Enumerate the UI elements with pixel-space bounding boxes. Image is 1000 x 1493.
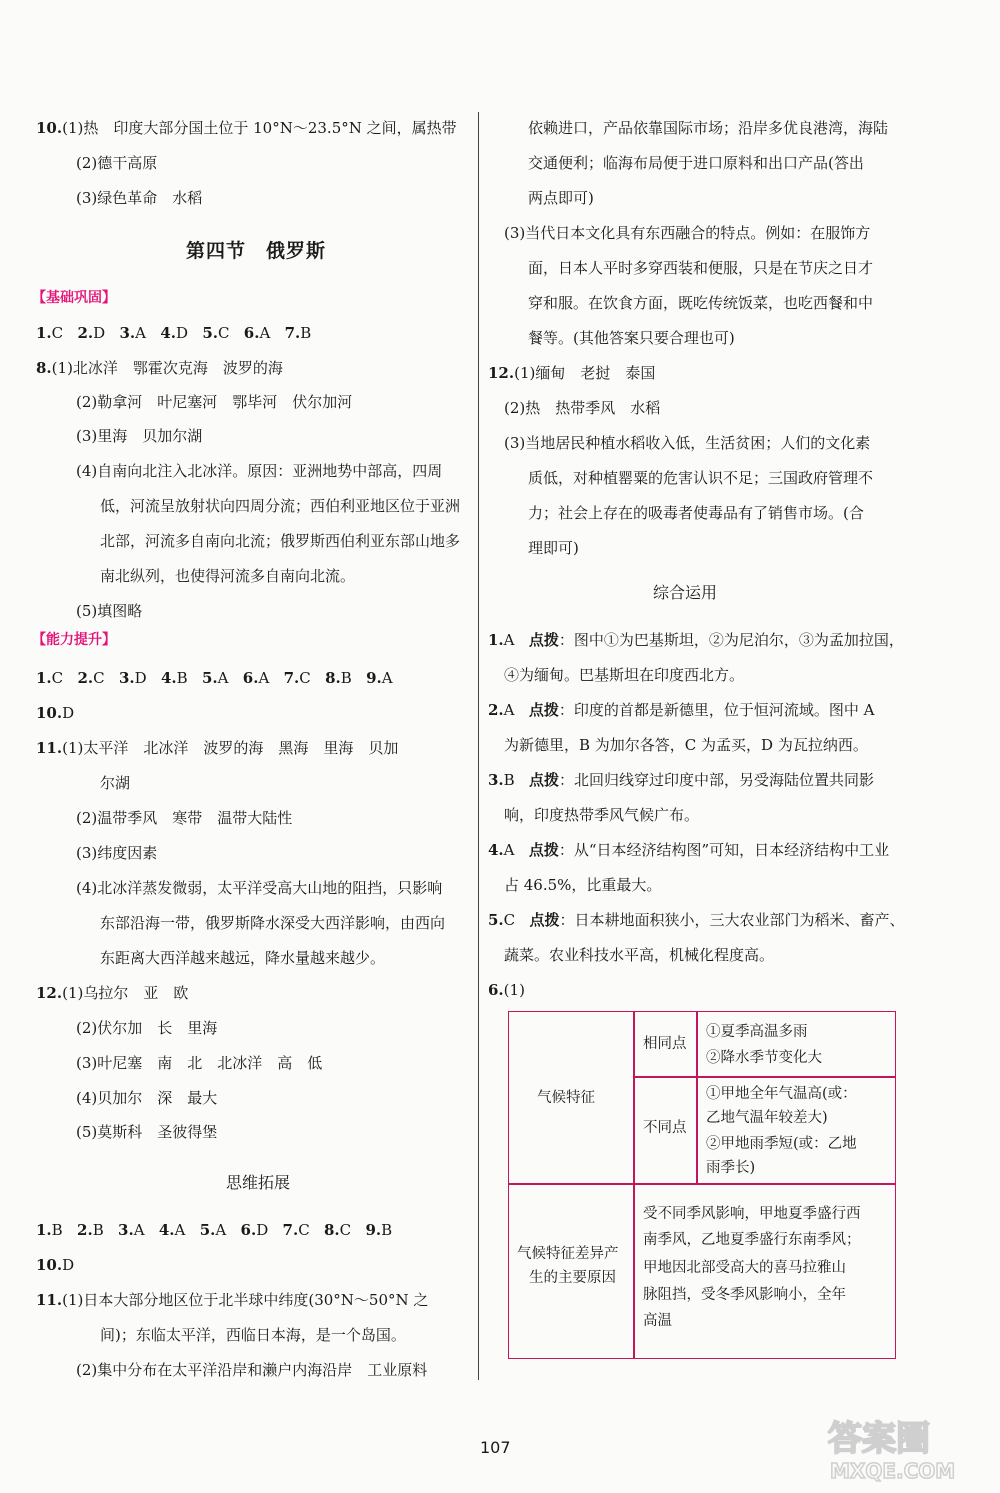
q12-line2: (2)伏尔加 长 里海 <box>76 1019 218 1037</box>
answer-item: 9.B <box>365 1221 393 1239</box>
cont-line1: 依赖进口，产品依靠国际市场；沿岸多优良港湾，海陆 <box>528 119 889 137</box>
t11-line1a: 11.(1)日本大部分地区位于北半球中纬度(30°N～50°N 之 <box>36 1291 429 1309</box>
comp-2a: 2.A 点拨：印度的首都是新德里，位于恒河流域。图中 A <box>488 701 875 719</box>
q8-line4a: (4)自南向北注入北冰洋。原因：亚洲地势中部高，四周 <box>76 462 443 480</box>
watermark-logo-icon <box>818 1410 993 1485</box>
q12-line4: (4)贝加尔 深 最大 <box>76 1089 218 1107</box>
section-title: 第四节 俄罗斯 <box>186 240 327 262</box>
answer-item: 3.A <box>118 1221 145 1239</box>
answer-item: 6.A <box>243 324 271 342</box>
answer-item: 2.B <box>77 1221 104 1239</box>
q11-line4a: (4)北冰洋蒸发微弱，太平洋受高大山地的阻挡，只影响 <box>76 879 443 897</box>
climate-feature-label: 气候特征 <box>537 1090 595 1106</box>
comp-3b: 响，印度热带季风气候广布。 <box>504 806 700 824</box>
same-label: 相同点 <box>643 1036 687 1052</box>
answer-item: 6.A <box>242 669 270 687</box>
answer-item: 4.A <box>158 1221 186 1239</box>
cont-line2: 交通便利；临海布局便于进口原料和出口产品(答出 <box>528 154 864 172</box>
climate-table <box>508 1011 896 1359</box>
svg-text:答案圈: 答案圈 <box>828 1419 930 1459</box>
reason-4: 脉阻挡，受冬季风影响小，全年 <box>643 1287 846 1303</box>
answer-item: 8.B <box>325 669 352 687</box>
comprehensive-title: 综合运用 <box>653 583 718 602</box>
same-1: ①夏季高温多雨 <box>706 1024 808 1040</box>
comp-2b: 为新德里，B 为加尔各答，C 为孟买，D 为瓦拉纳西。 <box>504 736 868 754</box>
comp-5b: 蔬菜。农业科技水平高，机械化程度高。 <box>504 946 775 964</box>
r-q12-line3a: (3)当地居民种植水稻收入低，生活贫困；人们的文化素 <box>504 434 871 452</box>
diff-2a: ②甲地雨季短(或：乙地 <box>706 1136 857 1152</box>
comp-1b: ④为缅甸。巴基斯坦在印度西北方。 <box>504 666 745 684</box>
answer-item: 1.C <box>36 324 64 342</box>
answer-item: 5.A <box>201 669 229 687</box>
r-q12-line3b: 质低，对种植罂粟的危害认识不足；三国政府管理不 <box>528 469 874 487</box>
q6-header: 6.(1) <box>488 981 525 999</box>
answer-item: 7.B <box>284 324 312 342</box>
r-q12-line3d: 理即可) <box>528 539 579 557</box>
basic-label: 【基础巩固】 <box>32 290 116 306</box>
diff-2b: 雨季长) <box>706 1160 756 1176</box>
cont-line6: 穿和服。在饮食方面，既吃传统饭菜，也吃西餐和中 <box>528 294 874 312</box>
ability-answers <box>36 668 393 690</box>
q10-line1: 10.(1)热 印度大部分国土位于 10°N～23.5°N 之间，属热带 <box>36 119 457 137</box>
r-q12-line1: 12.(1)缅甸 老挝 泰国 <box>488 364 656 382</box>
cont-line5: 面，日本人平时多穿西装和便服，只是在节庆之日才 <box>528 259 874 277</box>
comp-5a: 5.C 点拨：日本耕地面积狭小，三大农业部门为稻米、畜产、 <box>488 911 905 929</box>
diff-label: 不同点 <box>643 1120 687 1136</box>
q8-line4b: 低，河流呈放射状向四周分流；西伯利亚地区位于亚洲 <box>100 497 461 515</box>
answer-item: 7.C <box>283 669 311 687</box>
cont-line4: (3)当代日本文化具有东西融合的特点。例如：在服饰方 <box>504 224 871 242</box>
comp-1a: 1.A 点拨：图中①为巴基斯坦，②为尼泊尔，③为孟加拉国， <box>488 631 904 649</box>
answer-item: 1.C <box>36 669 64 687</box>
answer-item: 2.C <box>77 669 105 687</box>
t11-line2: (2)集中分布在太平洋沿岸和濑户内海沿岸 工业原料 <box>76 1361 428 1379</box>
reason-label-b: 生的主要原因 <box>529 1270 616 1286</box>
q12-line1: 12.(1)乌拉尔 亚 欧 <box>36 984 189 1002</box>
r-q12-line3c: 力；社会上存在的吸毒者使毒品有了销售市场。(合 <box>528 504 864 522</box>
q11-line4b: 东部沿海一带，俄罗斯降水深受大西洋影响，由西向 <box>100 914 446 932</box>
q12-line3: (3)叶尼塞 南 北 北冰洋 高 低 <box>76 1054 323 1072</box>
q11-line3: (3)纬度因素 <box>76 844 158 862</box>
answer-item: 3.A <box>119 324 146 342</box>
answer-item: 7.C <box>282 1221 310 1239</box>
answer-item: 5.C <box>202 324 230 342</box>
thinking-answers <box>36 1220 392 1242</box>
comp-4b: 占 46.5%，比重最大。 <box>504 876 662 894</box>
answer-item: 4.B <box>160 669 188 687</box>
t11-line1b: 间)；东临太平洋，西临日本海，是一个岛国。 <box>100 1326 406 1344</box>
page-number: 107 <box>480 1438 511 1457</box>
cont-line7: 餐等。(其他答案只要合理也可) <box>528 329 735 347</box>
q11-line1b: 尔湖 <box>100 774 131 792</box>
answer-item: 6.D <box>240 1221 269 1239</box>
reason-5: 高温 <box>643 1313 672 1329</box>
q11-line2: (2)温带季风 寒带 温带大陆性 <box>76 809 293 827</box>
q12-line5: (5)莫斯科 圣彼得堡 <box>76 1123 218 1141</box>
answer-item: 4.D <box>160 324 189 342</box>
answer-item: 2.D <box>77 324 106 342</box>
q10-line2: (2)德干高原 <box>76 154 158 172</box>
r-q12-line2: (2)热 热带季风 水稻 <box>504 399 661 417</box>
q8-line4c: 北部，河流多自南向北流；俄罗斯西伯利亚东部山地多 <box>100 532 461 550</box>
q8-line4d: 南北纵列，也使得河流多自南向北流。 <box>100 567 356 585</box>
cont-line3: 两点即可) <box>528 189 594 207</box>
q8-line5: (5)填图略 <box>76 602 143 620</box>
q8-line1: 8.(1)北冰洋 鄂霍次克海 波罗的海 <box>36 359 283 377</box>
svg-text:MXQE.COM: MXQE.COM <box>830 1459 956 1483</box>
comp-4a: 4.A 点拨：从“日本经济结构图”可知，日本经济结构中工业 <box>488 841 890 859</box>
ability-label: 【能力提升】 <box>32 632 116 648</box>
thinking-q10: 10.D <box>36 1256 75 1274</box>
q11-line1a: 11.(1)太平洋 北冰洋 波罗的海 黑海 里海 贝加 <box>36 739 399 757</box>
answer-item: 5.A <box>199 1221 227 1239</box>
diff-1b: 乙地气温年较差大) <box>706 1110 828 1126</box>
basic-answers <box>36 323 311 345</box>
column-divider <box>478 112 479 1380</box>
q8-line3: (3)里海 贝加尔湖 <box>76 427 203 445</box>
same-2: ②降水季节变化大 <box>706 1050 822 1066</box>
answer-item: 8.C <box>324 1221 352 1239</box>
diff-1a: ①甲地全年气温高(或： <box>706 1086 857 1102</box>
answer-item: 1.B <box>36 1221 63 1239</box>
q11-line4c: 东距离大西洋越来越远，降水量越来越少。 <box>100 949 386 967</box>
ability-q10: 10.D <box>36 704 75 722</box>
reason-2: 南季风，乙地夏季盛行东南季风； <box>643 1232 861 1248</box>
thinking-title: 思维拓展 <box>226 1173 291 1192</box>
comp-3a: 3.B 点拨：北回归线穿过印度中部，另受海陆位置共同影 <box>488 771 875 789</box>
q10-line3: (3)绿色革命 水稻 <box>76 189 203 207</box>
answer-item: 3.D <box>118 669 147 687</box>
reason-label-a: 气候特征差异产 <box>517 1246 619 1262</box>
reason-1: 受不同季风影响，甲地夏季盛行西 <box>643 1206 861 1222</box>
q8-line2: (2)勒拿河 叶尼塞河 鄂毕河 伏尔加河 <box>76 393 353 411</box>
answer-item: 9.A <box>366 669 393 687</box>
reason-3: 甲地因北部受高大的喜马拉雅山 <box>643 1260 846 1276</box>
